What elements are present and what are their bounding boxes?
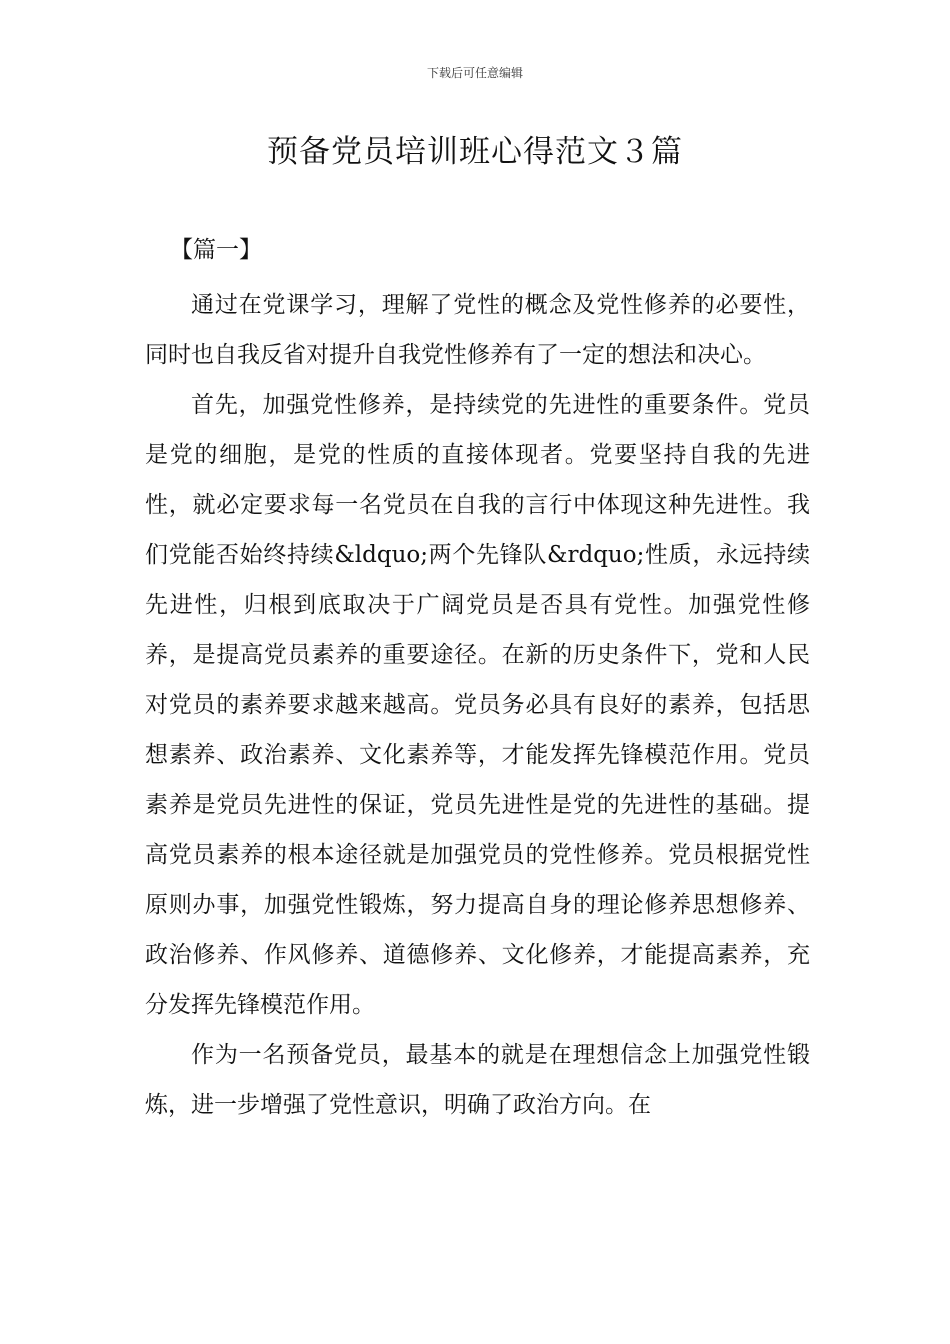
- paragraph-2: 首先，加强党性修养，是持续党的先进性的重要条件。党员是党的细胞，是党的性质的直接体现者。党要坚持自我的先进性，就必定要求每一名党员在自我的言行中体现这种先进性。我们党能否始终持续&ldquo;两个先锋队&rdquo;性质，永远持续先进性，归根到底取决于广阔党员是否具有党性。加强党性修养，是提高党员素养的重要途径。在新的历史条件下，党和人民对党员的素养要求越来越高。党员务必具有良好的素养，包括思想素养、政治素养、文化素养等，才能发挥先锋模范作用。党员素养是党员先进性的保证，党员先进性是党的先进性的基础。提高党员素养的根本途径就是加强党员的党性修养。党员根据党性原则办事，加强党性锻炼，努力提高自身的理论修养思想修养、政治修养、作风修养、道德修养、文化修养，才能提高素养，充分发挥先锋模范作用。: [145, 392, 810, 1018]
- header-note: 下载后可任意编辑: [426, 66, 523, 80]
- section-heading: 【篇一】: [170, 237, 262, 263]
- document-body: [145, 280, 810, 1130]
- document-title: 预备党员培训班心得范文３篇: [267, 134, 683, 170]
- paragraph-1: 通过在党课学习，理解了党性的概念及党性修养的必要性，同时也自我反省对提升自我党性修养有了一定的想法和决心。: [145, 292, 810, 368]
- paragraph-3: 作为一名预备党员，最基本的就是在理想信念上加强党性锻炼，进一步增强了党性意识，明确了政治方向。在: [145, 1042, 810, 1118]
